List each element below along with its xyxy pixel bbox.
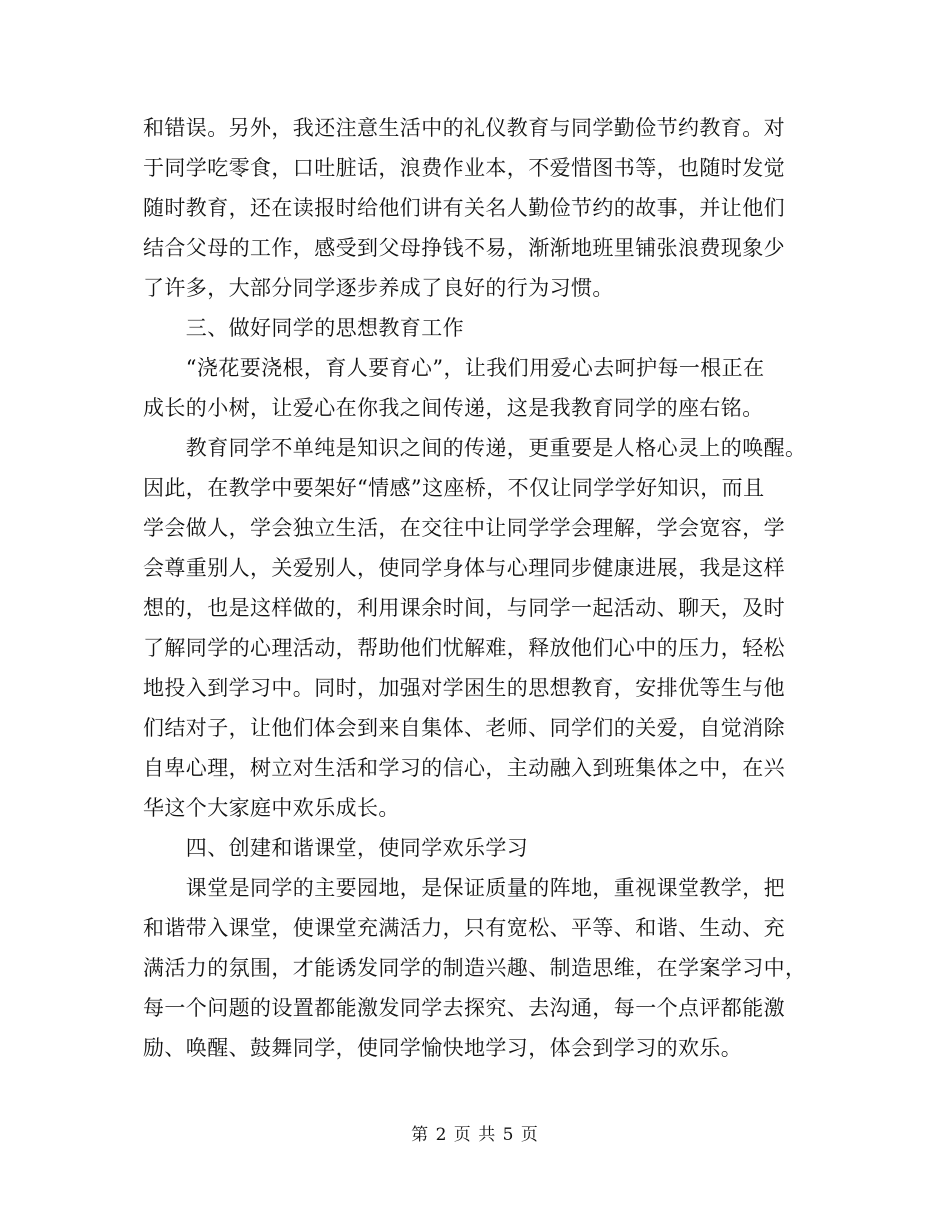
section-heading: 三、做好同学的思想教育工作 [143, 316, 464, 340]
text-line: 每一个问题的设置都能激发同学去探究、去沟通，每一个点评都能激 [143, 996, 785, 1020]
page-number-footer: 第 2 页 共 5 页 [411, 1125, 539, 1145]
text-line: 华这个大家庭中欢乐成长。 [143, 796, 400, 820]
text-line: 结合父母的工作，感受到父母挣钱不易，渐渐地班里铺张浪费现象少 [143, 236, 785, 260]
text-line: 随时教育，还在读报时给他们讲有关名人勤俭节约的故事，并让他们 [143, 196, 785, 220]
text-line: 教育同学不单纯是知识之间的传递，更重要是人格心灵上的唤醒。 [143, 436, 807, 460]
section-heading: 四、创建和谐课堂，使同学欢乐学习 [143, 836, 529, 860]
text-line: 了许多，大部分同学逐步养成了良好的行为习惯。 [143, 276, 614, 300]
text-line: 励、唤醒、鼓舞同学，使同学愉快地学习，体会到学习的欢乐。 [143, 1036, 743, 1060]
text-line: 于同学吃零食，口吐脏话，浪费作业本，不爱惜图书等，也随时发觉 [143, 156, 785, 180]
text-line: 成长的小树，让爱心在你我之间传递，这是我教育同学的座右铭。 [143, 396, 764, 420]
text-line: 和错误。另外，我还注意生活中的礼仪教育与同学勤俭节约教育。对 [143, 116, 785, 140]
text-line: “浇花要浇根，育人要育心”，让我们用爱心去呵护每一根正在 [143, 356, 765, 380]
text-line: 因此，在教学中要架好“情感”这座桥，不仅让同学学好知识，而且 [143, 476, 765, 500]
text-line: 想的，也是这样做的，利用课余时间，与同学一起活动、聊天，及时 [143, 596, 785, 620]
text-line: 课堂是同学的主要园地，是保证质量的阵地，重视课堂教学，把 [143, 876, 785, 900]
text-line: 和谐带入课堂，使课堂充满活力，只有宽松、平等、和谐、生动、充 [143, 916, 785, 940]
text-line: 地投入到学习中。同时，加强对学困生的思想教育，安排优等生与他 [143, 676, 785, 700]
text-line: 了解同学的心理活动，帮助他们忧解难，释放他们心中的压力，轻松 [143, 636, 785, 660]
text-line: 会尊重别人，关爱别人，使同学身体与心理同步健康进展，我是这样 [143, 556, 785, 580]
text-line: 自卑心理，树立对生活和学习的信心，主动融入到班集体之中，在兴 [143, 756, 785, 780]
text-line: 们结对子，让他们体会到来自集体、老师、同学们的关爱，自觉消除 [143, 716, 785, 740]
document-body [143, 108, 833, 1068]
text-line: 学会做人，学会独立生活，在交往中让同学学会理解，学会宽容，学 [143, 516, 785, 540]
text-line: 满活力的氛围，才能诱发同学的制造兴趣、制造思维，在学案学习中， [143, 956, 807, 980]
